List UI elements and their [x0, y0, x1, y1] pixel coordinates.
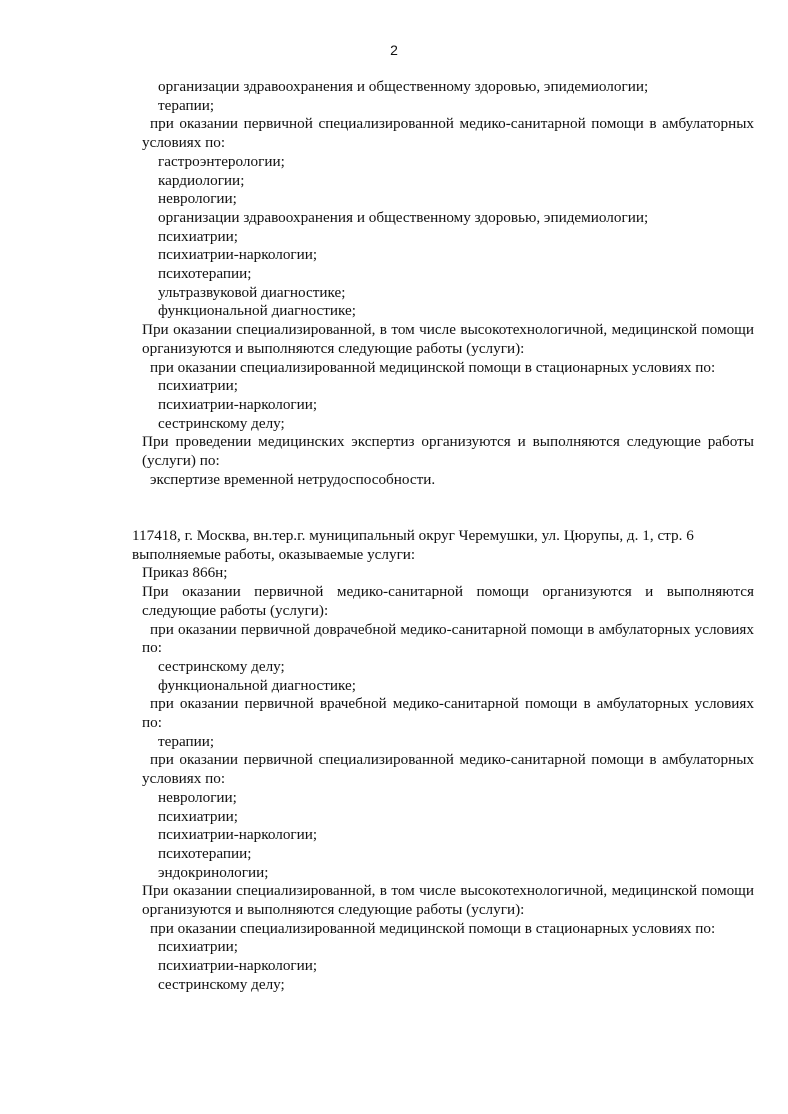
text-line: функциональной диагностике; [158, 676, 356, 694]
text-line: при оказании первичной врачебной медико-санитарной помощи в амбулаторных условиях по: [142, 695, 754, 732]
section-2-items [142, 564, 754, 994]
text-line: психотерапии; [158, 844, 252, 862]
text-line: сестринскому делу; [158, 975, 285, 993]
text-line: неврологии; [158, 788, 237, 806]
text-line: психиатрии-наркологии; [158, 395, 318, 413]
text-line: психиатрии-наркологии; [158, 246, 318, 264]
text-line: Приказ 866н; [142, 564, 228, 582]
text-line: При оказании специализированной, в том числе высокотехнологичной, медицинской помощи организуются и выполняются следующие работы (услуги): [142, 882, 754, 919]
text-line: психиатрии; [158, 377, 238, 395]
text-line: психотерапии; [158, 265, 252, 283]
text-line: при оказании первичной специализированной медико-санитарной помощи в амбулаторных условиях по: [142, 751, 754, 788]
text-line: гастроэнтерологии; [158, 152, 285, 170]
text-line: организации здравоохранения и общественному здоровью, эпидемиологии; [158, 208, 649, 226]
text-line: неврологии; [158, 190, 237, 208]
text-line: ультразвуковой диагностике; [158, 283, 346, 301]
text-line: психиатрии; [158, 807, 238, 825]
text-line: при оказании специализированной медицинской помощи в стационарных условиях по: [150, 358, 716, 376]
text-line: психиатрии-наркологии; [158, 957, 318, 975]
text-line: При проведении медицинских экспертиз организуются и выполняются следующие работы (услуги) по: [142, 433, 754, 470]
text-line: сестринскому делу; [158, 657, 285, 675]
section-1 [142, 78, 754, 489]
text-line: организации здравоохранения и общественному здоровью, эпидемиологии; [158, 78, 649, 95]
text-line: кардиологии; [158, 171, 245, 189]
text-line: психиатрии-наркологии; [158, 826, 318, 844]
text-line: при оказании первичной специализированной медико-санитарной помощи в амбулаторных условиях по: [142, 115, 754, 152]
text-line: терапии; [158, 732, 215, 750]
text-line: При оказании специализированной, в том числе высокотехнологичной, медицинской помощи организуются и выполняются следующие работы (услуги): [142, 321, 754, 357]
services-label: выполняемые работы, оказываемые услуги: [132, 545, 416, 563]
page-number: 2 [390, 42, 398, 58]
text-line: функциональной диагностике; [158, 302, 356, 320]
text-line: экспертизе временной нетрудоспособности. [150, 470, 436, 488]
text-line: психиатрии; [158, 938, 238, 956]
text-line: При оказании первичной медико-санитарной помощи организуются и выполняются следующие работы (услуги): [142, 583, 754, 619]
text-line: эндокринологии; [158, 863, 269, 881]
section-2 [132, 527, 754, 995]
text-line: при оказании специализированной медицинской помощи в стационарных условиях по: [150, 919, 716, 937]
text-line: терапии; [158, 96, 215, 114]
text-line: сестринскому делу; [158, 414, 285, 432]
text-line: психиатрии; [158, 227, 238, 245]
address-line: 117418, г. Москва, вн.тер.г. муниципальный округ Черемушки, ул. Цюрупы, д. 1, стр. 6 [132, 527, 694, 544]
text-line: при оказании первичной доврачебной медико-санитарной помощи в амбулаторных условиях по: [142, 620, 754, 657]
